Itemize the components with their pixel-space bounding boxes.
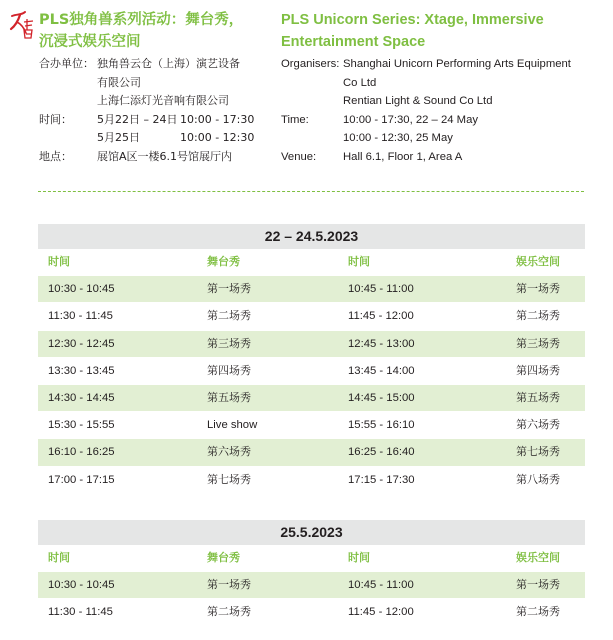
title-en-line-2: Entertainment Space: [281, 34, 426, 50]
organiser-label-cn: 合办单位：: [39, 57, 94, 70]
stage-show-time: 11:30 - 11:45: [48, 606, 113, 619]
schedule-table-22-24: [38, 224, 585, 493]
stage-show-name: 第七场秀: [207, 472, 251, 486]
schedule-date-heading: 22 – 24.5.2023: [38, 224, 585, 249]
venue-cn: 展馆A区一楼6.1号馆展厅内: [97, 149, 233, 163]
table-row: [38, 411, 585, 438]
event-info-english: [281, 55, 601, 166]
space-time: 15:55 - 16:10: [348, 419, 415, 432]
event-title-english: [281, 9, 591, 53]
stage-show-time: 12:30 - 12:45: [48, 337, 115, 350]
space-time: 10:45 - 11:00: [348, 283, 414, 296]
col-header-time: 时间: [48, 551, 70, 564]
time-2-en: 10:00 - 12:30, 25 May: [343, 132, 453, 144]
space-time: 12:45 - 13:00: [348, 337, 415, 350]
stage-show-time: 16:10 - 16:25: [48, 446, 115, 459]
time-1-date-cn: 5月22日 – 24日: [97, 112, 178, 126]
organiser-1-en: Shanghai Unicorn Performing Arts Equipment: [343, 58, 571, 70]
space-show-name: 第一场秀: [516, 578, 560, 592]
organiser-2-cn: 上海仁添灯光音响有限公司: [97, 94, 229, 107]
col-header-stage-show: 舞台秀: [207, 255, 240, 268]
organiser-1-en-cont: Co Ltd: [343, 76, 377, 89]
stage-show-time: 14:30 - 14:45: [48, 391, 115, 404]
stage-show-time: 15:30 - 15:55: [48, 419, 115, 432]
space-time: 11:45 - 12:00: [348, 606, 414, 619]
stage-show-name: Live show: [207, 419, 258, 432]
space-show-name: 第六场秀: [516, 418, 560, 432]
event-info-chinese: [39, 55, 274, 166]
stage-show-name: 第五场秀: [207, 390, 251, 404]
table-row: [38, 330, 585, 357]
stage-show-name: 第二场秀: [207, 605, 251, 619]
venue-en: Hall 6.1, Floor 1, Area A: [343, 150, 463, 163]
stage-show-name: 第三场秀: [207, 336, 251, 350]
time-1-en: 10:00 - 17:30, 22 – 24 May: [343, 113, 479, 126]
stage-show-name: 第六场秀: [207, 445, 251, 459]
space-time: 11:45 - 12:00: [348, 310, 414, 323]
space-time: 16:25 - 16:40: [348, 446, 415, 459]
space-time: 13:45 - 14:00: [348, 364, 415, 377]
organiser-1-cn: 独角兽云仓（上海）演艺设备: [97, 57, 240, 70]
space-show-name: 第四场秀: [516, 363, 560, 377]
organiser-label-en: Organisers:: [281, 58, 340, 70]
table-row: [38, 598, 585, 625]
stage-show-time: 11:30 - 11:45: [48, 310, 113, 323]
time-1-hours-cn: 10:00 - 17:30: [180, 112, 255, 126]
space-show-name: 第七场秀: [516, 445, 560, 459]
stage-show-time: 10:30 - 10:45: [48, 283, 115, 296]
schedule-date-heading: 25.5.2023: [38, 520, 585, 545]
table-row: [38, 571, 585, 598]
organiser-2-en: Rentian Light & Sound Co Ltd: [343, 95, 493, 107]
stage-show-name: 第二场秀: [207, 309, 251, 323]
space-show-name: 第三场秀: [516, 336, 560, 350]
schedule-table-25: [38, 520, 585, 626]
time-2-date-cn: 5月25日: [97, 131, 140, 144]
col-header-stage-show: 舞台秀: [207, 551, 240, 564]
table-row: [38, 275, 585, 302]
stage-show-name: 第四场秀: [207, 363, 251, 377]
stage-show-time: 17:00 - 17:15: [48, 473, 115, 486]
venue-label-cn: 地点：: [39, 149, 72, 163]
space-show-name: 第二场秀: [516, 605, 560, 619]
title-cn-line-1: PLS独角兽系列活动：舞台秀，: [39, 12, 244, 28]
schedule-column-headers: [38, 545, 585, 571]
table-row: [38, 384, 585, 411]
time-label-en: Time:: [281, 113, 309, 126]
col-header-time: 时间: [48, 255, 70, 268]
time-label-cn: 时间：: [39, 112, 72, 126]
col-header-time-2: 时间: [348, 255, 370, 268]
calligraphy-logo-icon: [9, 10, 35, 40]
event-title-chinese: [39, 9, 254, 53]
space-show-name: 第五场秀: [516, 390, 560, 404]
title-cn-line-2: 沉浸式娱乐空间: [39, 34, 141, 50]
col-header-entertainment-space: 娱乐空间: [516, 255, 560, 268]
stage-show-time: 13:30 - 13:45: [48, 364, 115, 377]
stage-show-name: 第一场秀: [207, 282, 251, 296]
space-show-name: 第一场秀: [516, 282, 560, 296]
schedule-column-headers: [38, 249, 585, 275]
col-header-time-2: 时间: [348, 551, 370, 564]
space-show-name: 第八场秀: [516, 472, 560, 486]
stage-show-time: 10:30 - 10:45: [48, 579, 115, 592]
table-row: [38, 438, 585, 465]
space-show-name: 第二场秀: [516, 309, 560, 323]
venue-label-en: Venue:: [281, 150, 317, 163]
organiser-1-cn-cont: 有限公司: [97, 75, 141, 89]
time-2-hours-cn: 10:00 - 12:30: [180, 131, 255, 144]
table-row: [38, 357, 585, 384]
space-time: 10:45 - 11:00: [348, 579, 414, 592]
title-en-line-1: PLS Unicorn Series: Xtage, Immersive: [281, 12, 544, 28]
stage-show-name: 第一场秀: [207, 578, 251, 592]
space-time: 17:15 - 17:30: [348, 473, 415, 486]
col-header-entertainment-space: 娱乐空间: [516, 551, 560, 564]
table-row: [38, 466, 585, 493]
table-row: [38, 302, 585, 329]
space-time: 14:45 - 15:00: [348, 391, 415, 404]
dashed-divider: [38, 191, 584, 192]
